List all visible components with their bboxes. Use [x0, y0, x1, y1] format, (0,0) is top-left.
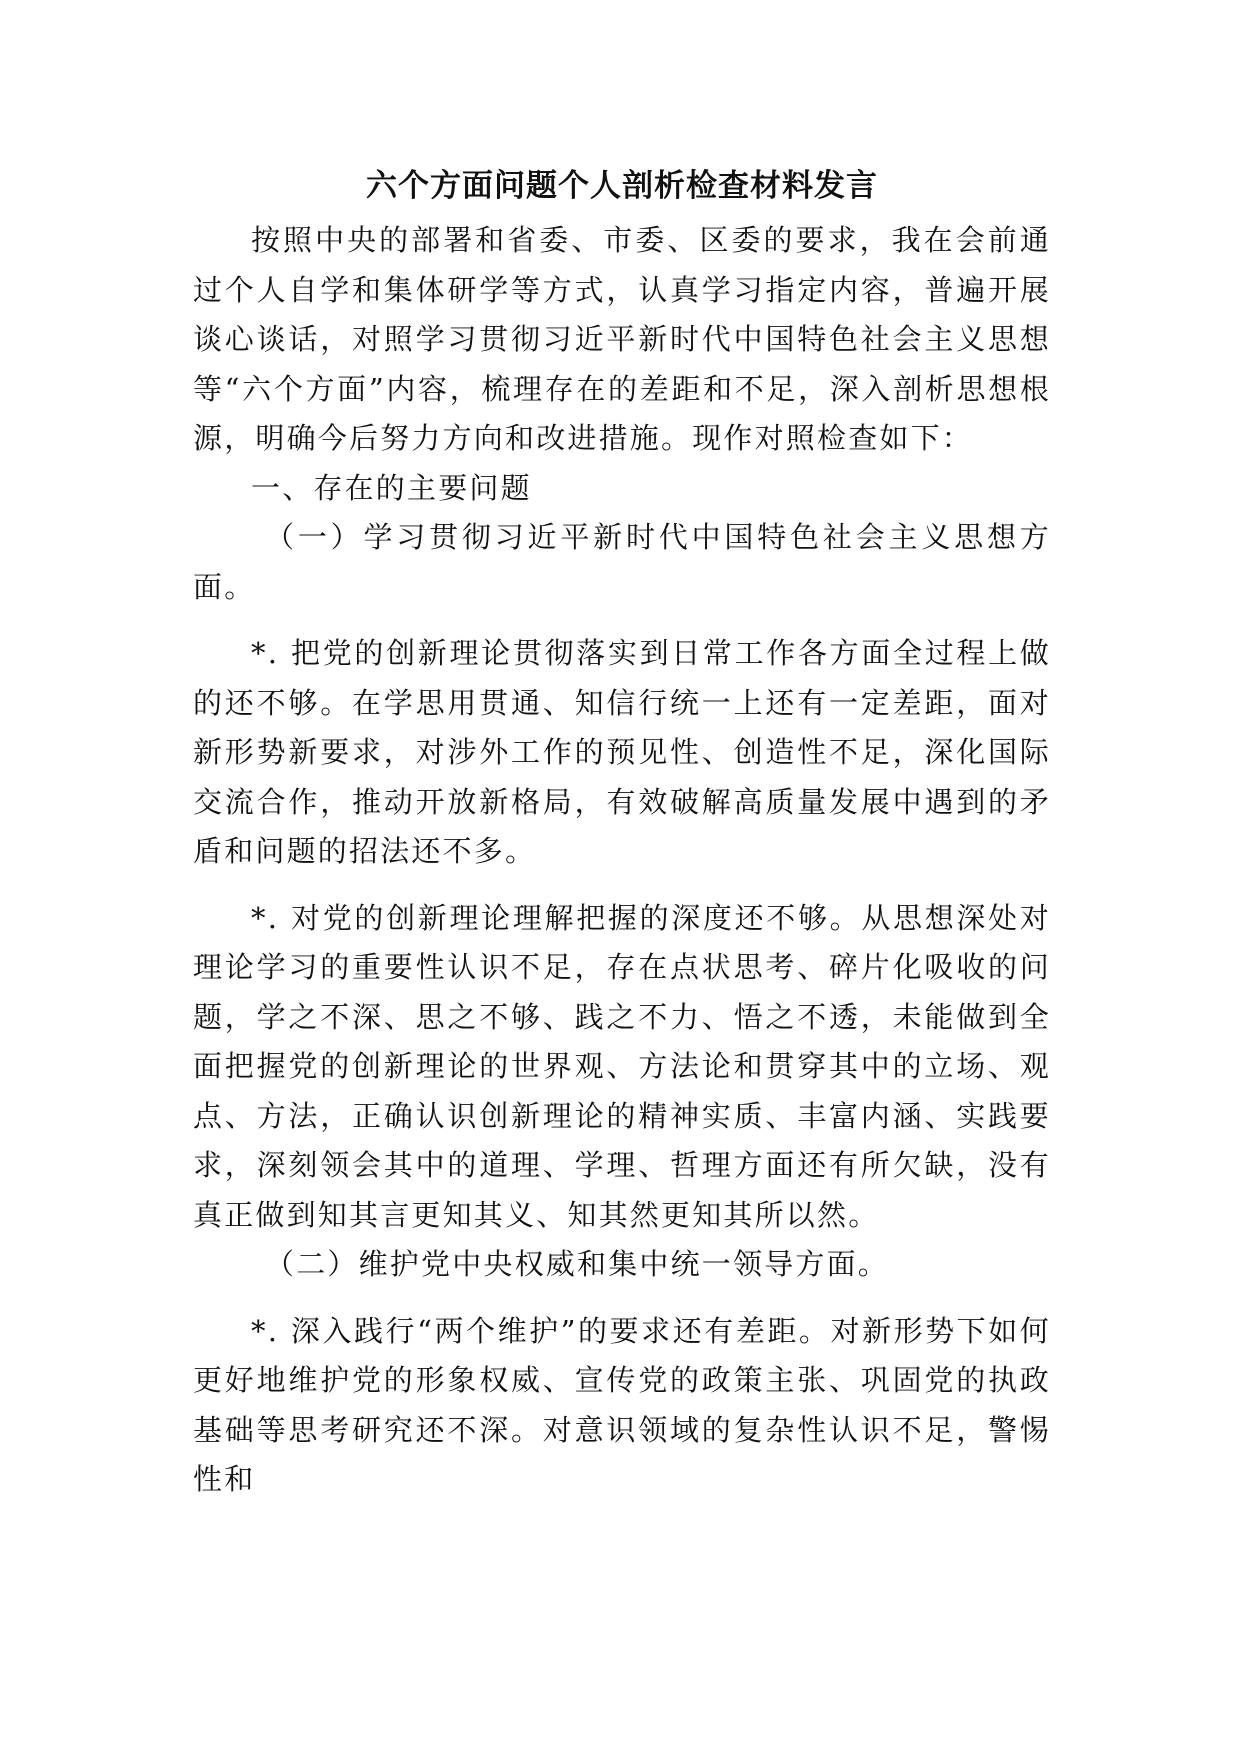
subsection-heading-2: （二）维护党中央权威和集中统一领导方面。 [265, 1247, 890, 1281]
document-body [193, 158, 1051, 1505]
problem-item-1: *. 把党的创新理论贯彻落实到日常工作各方面全过程上做的还不够。在学思用贯通、知信行统一上还有一定差距，面对新形势新要求，对涉外工作的预见性、创造性不足，深化国际交流合作，推动开放新格局，有效破解高质量发展中遇到的矛盾和问题的招法还不多。 [193, 636, 1051, 868]
document-title: 六个方面问题个人剖析检查材料发言 [366, 168, 878, 204]
subsection-heading-1: （一）学习贯彻习近平新时代中国特色社会主义思想方面。 [193, 520, 1051, 604]
section-heading-main-problems: 一、存在的主要问题 [251, 470, 532, 505]
problem-item-2: *. 对党的创新理论理解把握的深度还不够。从思想深处对理论学习的重要性认识不足，存在点状思考、碎片化吸收的问题，学之不深、思之不够、践之不力、悟之不透，未能做到全面把握党的创新理论的世界观、方法论和贯穿其中的立场、观点、方法，正确认识创新理论的精神实质、丰富内涵、实践要求，深刻领会其中的道理、学理、哲理方面还有所欠缺，没有真正做到知其言更知其义、知其然更知其所以然。 [193, 900, 1051, 1232]
problem-item-3: *. 深入践行“两个维护”的要求还有差距。对新形势下如何更好地维护党的形象权威、宣传党的政策主张、巩固党的执政基础等思考研究还不深。对意识领域的复杂性认识不足，警惕性和 [193, 1313, 1051, 1496]
intro-paragraph: 按照中央的部署和省委、市委、区委的要求，我在会前通过个人自学和集体研学等方式，认真学习指定内容，普遍开展谈心谈话，对照学习贯彻习近平新时代中国特色社会主义思想等“六个方面”内容，梳理存在的差距和不足，深入剖析思想根源，明确今后努力方向和改进措施。现作对照检查如下： [193, 223, 1051, 455]
